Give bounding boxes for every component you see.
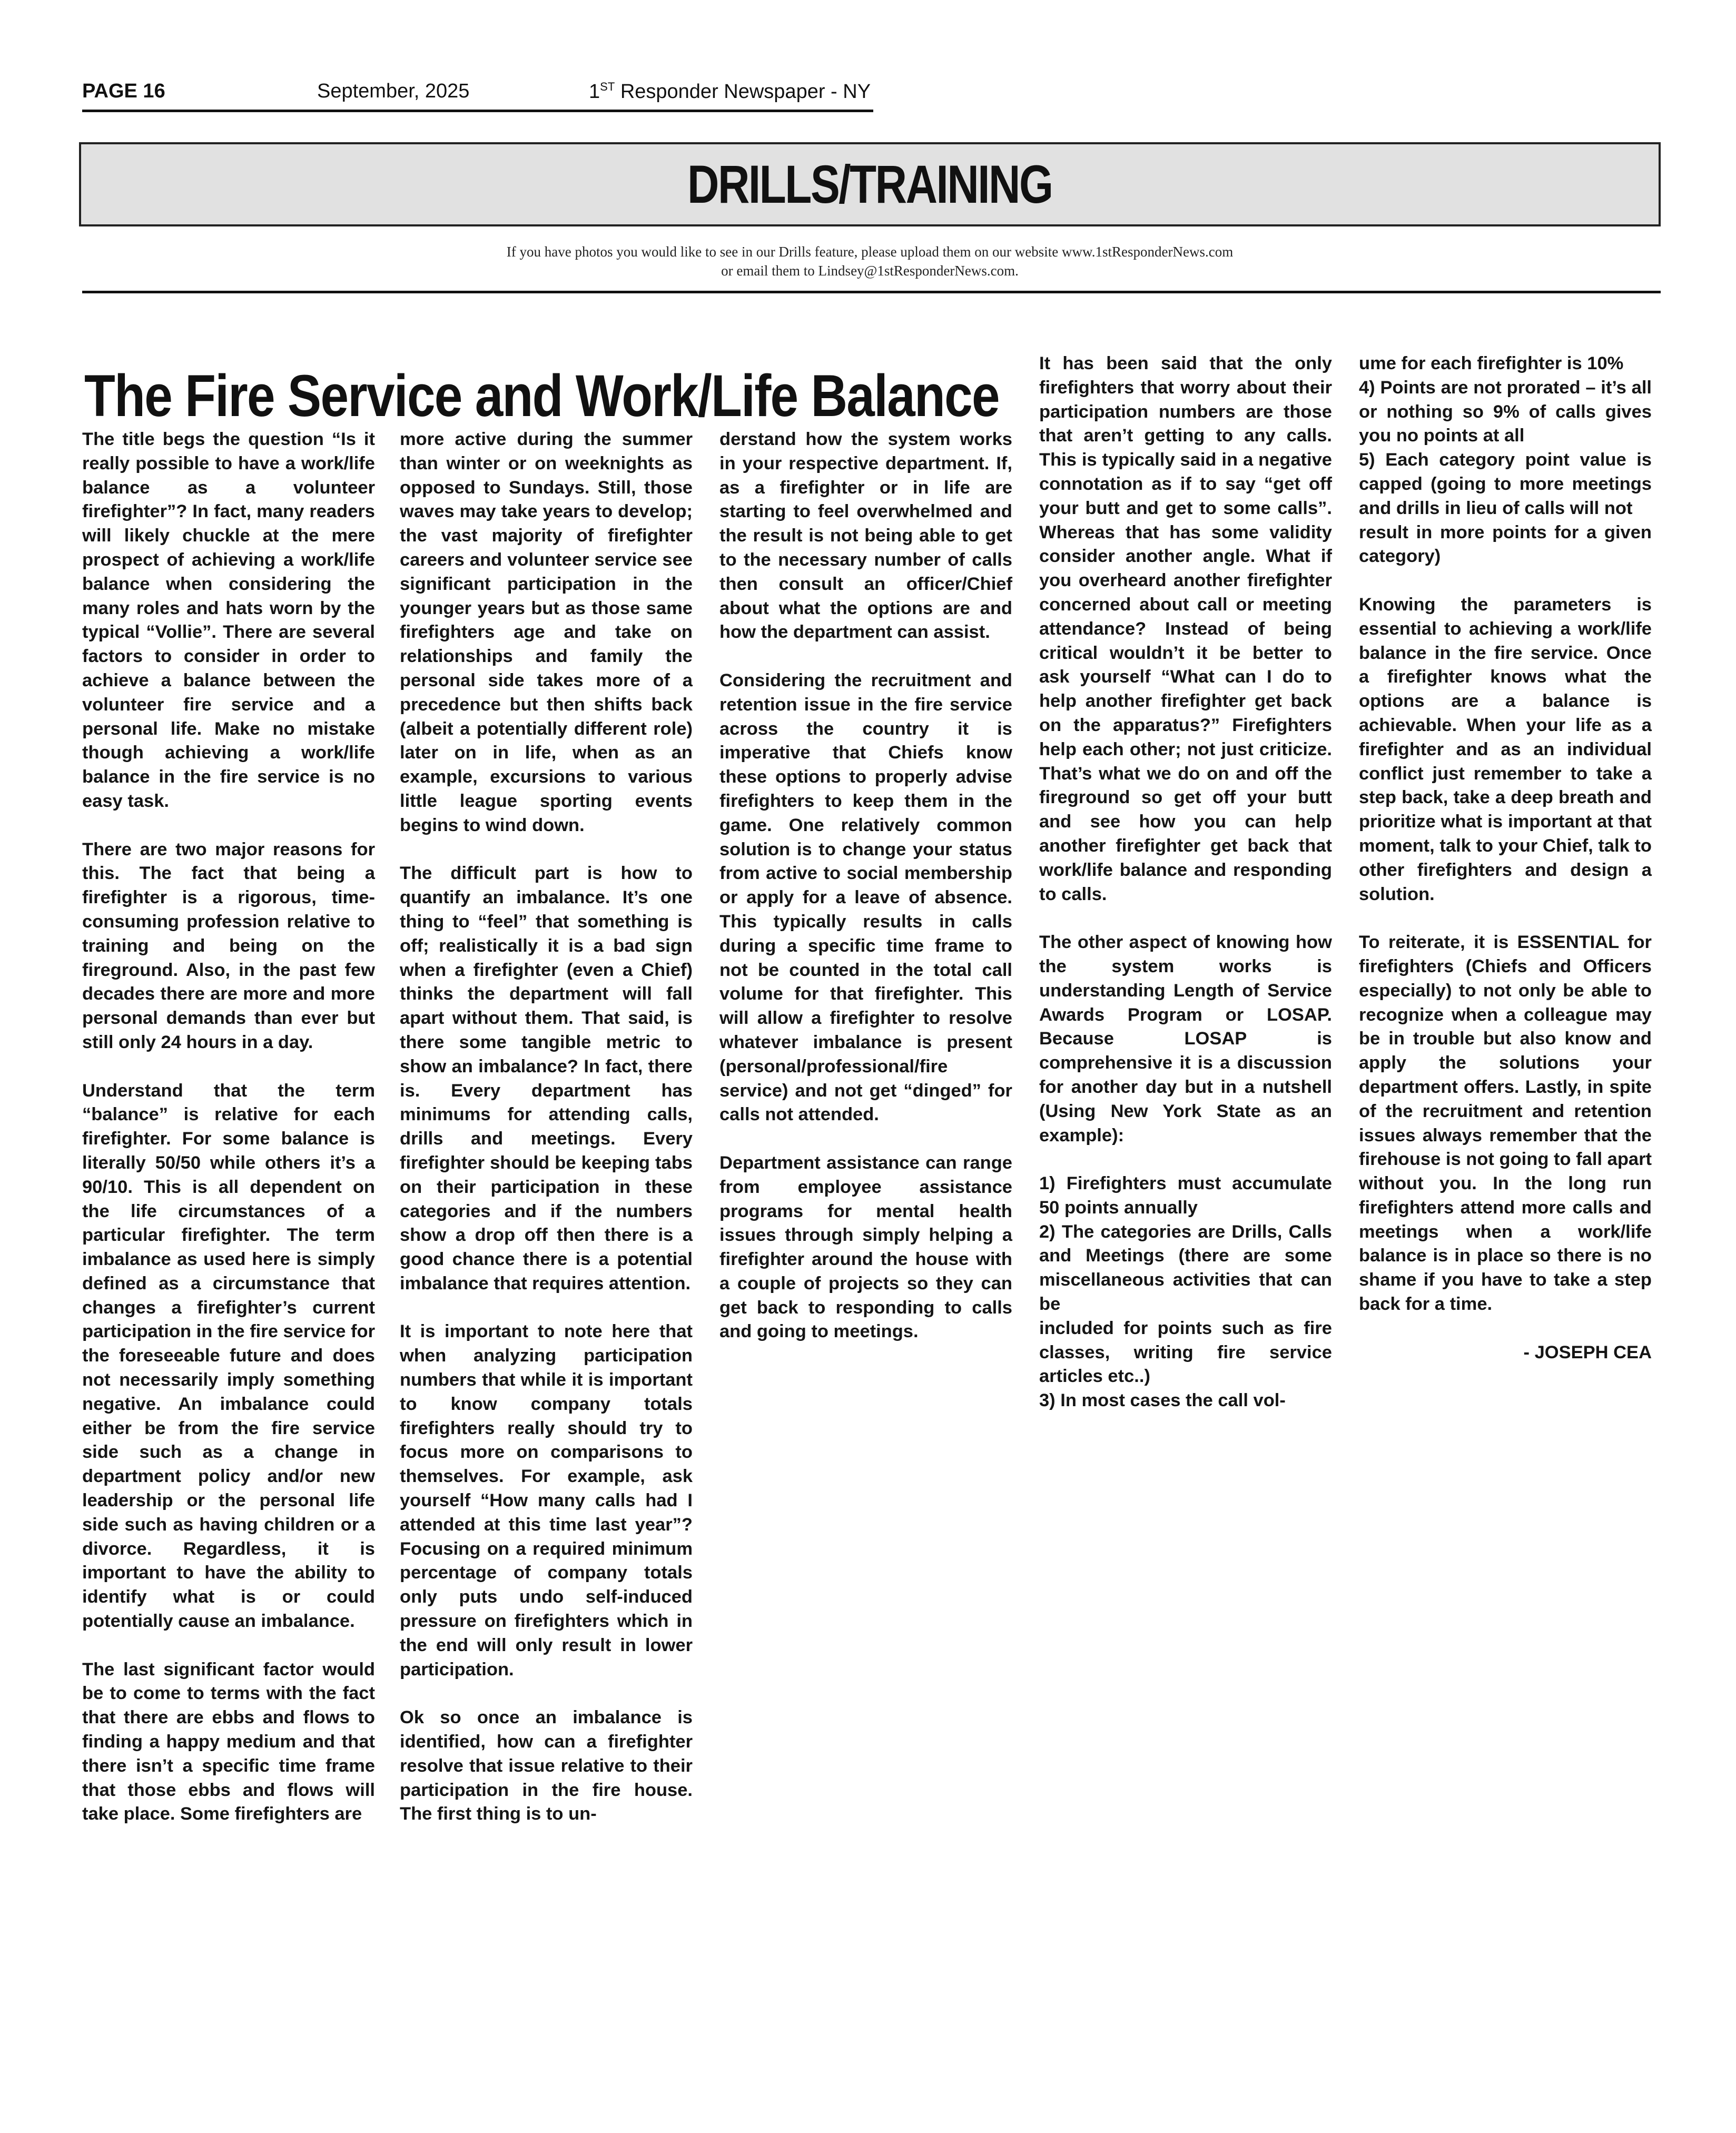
paragraph: Knowing the parameters is essential to achieving a work/life balance in the fire service. Once a firefighter knows what the options are a balance is achievable. When your life as a firefighter and as an individual conflict just remember to take a step back, take a deep breath and prioritize what is important at that moment, talk to your Chief, talk to other firefighters and design a solution. <box>1359 594 1652 904</box>
notice-line-1: If you have photos you would like to see in our Drills feature, please upload them on our website www.1stResponderNews.com <box>506 244 1234 260</box>
paragraph: derstand how the system works in your respective department. If, as a firefighter or in life are starting to feel overwhelmed and the result is not being able to get to the necessary number of calls then consult an officer/Chief about what the options are and how the department can assist. <box>719 429 1012 643</box>
losap-list-item: 3) In most cases the call vol- <box>1039 1390 1286 1411</box>
paragraph: The title begs the question “Is it really possible to have a work/life balance as a volunteer firefighter”? In fact, many readers will likely chuckle at the mere prospect of achieving a work/life balance when considering the many roles and hats worn by the typical “Vollie”. There are several factors to consider in order to achieve a balance between the volunteer fire service and a personal life. Make no mistake though achieving a work/life balance in the fire service is no easy task. <box>82 429 375 811</box>
section-divider <box>82 291 1661 293</box>
losap-list-item: 2) The categories are Drills, Calls and Meetings (there are some miscellaneous activities that can be <box>1039 1221 1332 1315</box>
section-title: DRILLS/TRAINING <box>687 154 1052 214</box>
author-byline: - JOSEPH CEA <box>1523 1342 1652 1362</box>
article-headline: The Fire Service and Work/Life Balance <box>84 363 999 429</box>
paragraph: It has been said that the only firefighters that worry about their participation numbers are those that aren’t getting to any calls. This is typically said in a negative connotation as if to say “get off your butt and get to some calls”. Whereas that has some validity consider another angle. What if you overheard another firefighter concerned about call or meeting attendance? Instead of being critical wouldn’t it be better to ask yourself “What can I do to help another firefighter get back on the apparatus?” Firefighters help each other; not just criticize. That’s what we do on and off the fireground so get off your butt and see how you can help another firefighter get back that work/life balance and responding to calls. <box>1039 353 1332 904</box>
paragraph: Considering the recruitment and retention issue in the fire service across the country it is imperative that Chiefs know these options to properly advise firefighters to keep them in the game. One relatively common solution is to change your status from active to social membership or apply for a leave of absence. This typically results in calls during a specific time frame to not be counted in the total call volume for that firefighter. This will allow a firefighter to resolve whatever imbalance is present (personal/professional/fire service) and not get “dinged” for calls not attended. <box>719 670 1012 1125</box>
article-column-4 <box>1039 352 1332 1413</box>
newspaper-name-rest: Responder Newspaper - NY <box>615 81 871 103</box>
losap-list-item: 4) Points are not prorated – it’s all or nothing so 9% of calls gives you no points at all <box>1359 377 1652 446</box>
losap-list-item: 5) Each category point value is capped (going to more meetings and drills in lieu of calls will not <box>1359 450 1652 518</box>
running-header <box>82 79 873 112</box>
paragraph: It is important to note here that when analyzing participation numbers that while it is important to know company totals firefighters really should try to focus more on comparisons to themselves. For example, ask yourself “How many calls had I attended at this time last year”? Focusing on a required minimum percentage of company totals only puts undo self-induced pressure on firefighters which in the end will only result in lower participation. <box>400 1321 693 1680</box>
article-column-2 <box>400 428 693 1826</box>
paragraph: The last significant factor would be to come to terms with the fact that there are ebbs and flows to finding a happy medium and that there isn’t a specific time frame that those ebbs and flows will take place. Some firefighters are <box>82 1659 375 1824</box>
article-column-1 <box>82 428 375 1826</box>
newspaper-name-prefix: 1 <box>589 81 600 103</box>
page-number: PAGE 16 <box>82 80 165 102</box>
losap-list-item: 1) Firefighters must accumulate 50 points annually <box>1039 1173 1332 1218</box>
paragraph: Ok so once an imbalance is identified, how can a firefighter resolve that issue relative to their participation in the fire house. The first thing is to un- <box>400 1707 693 1824</box>
paragraph: There are two major reasons for this. The fact that being a firefighter is a rigorous, time-consuming profession relative to training and being on the fireground. Also, in the past few decades there are more and more personal demands than ever but still only 24 hours in a day. <box>82 839 375 1052</box>
article-column-5 <box>1359 352 1652 1389</box>
newspaper-name <box>589 80 871 103</box>
paragraph: The difficult part is how to quantify an imbalance. It’s one thing to “feel” that something is off; realistically it is a bad sign when a firefighter (even a Chief) thinks the department will fall apart without them. That said, is there some tangible metric to show an imbalance? In fact, there is. Every department has minimums for attending calls, drills and meetings. Every firefighter should be keeping tabs on their participation in these categories and if the numbers show a drop off then there is a good chance there is a potential imbalance that requires attention. <box>400 863 693 1293</box>
losap-list-item: result in more points for a given category) <box>1359 522 1652 567</box>
paragraph: Department assistance can range from employee assistance programs for mental health issues through simply helping a firefighter around the house with a couple of projects so they can get back to responding to calls and going to meetings. <box>719 1152 1012 1342</box>
section-banner <box>79 142 1661 226</box>
paragraph: Understand that the term “balance” is relative for each firefighter. For some balance is literally 50/50 while others it’s a 90/10. This is all dependent on the life circumstances of a particular firefighter. The term imbalance as used here is simply defined as a circumstance that changes a firefighter’s current participation in the fire service for the foreseeable future and does not necessarily imply something negative. An imbalance could either be from the fire service side such as a change in department policy and/or new leadership or the personal life side such as having children or a divorce. Regardless, it is important to have the ability to identify what is or could potentially cause an imbalance. <box>82 1080 375 1632</box>
newspaper-name-superscript: ST <box>600 80 615 93</box>
paragraph: To reiterate, it is ESSENTIAL for firefighters (Chiefs and Officers especially) to not only be able to recognize when a colleague may be in trouble but also know and apply the solutions your department offers. Lastly, in spite of the recruitment and retention issues always remember that the firehouse is not going to fall apart without you. In the long run firefighters attend more calls and meetings when a work/life balance is in place so there is no shame if you have to take a step back for a time. <box>1359 932 1652 1315</box>
losap-list-item: ume for each firefighter is 10% <box>1359 353 1624 373</box>
paragraph: more active during the summer than winter or on weeknights as opposed to Sundays. Still, those waves may take years to develop; the vast majority of firefighter careers and volunteer service see significant participation in the younger years but as those same firefighters age and take on relationships and family the personal side takes more of a precedence but then shifts back (albeit a potentially different role) later on in life, when as an example, excursions to various little league sporting events begins to wind down. <box>400 429 693 835</box>
notice-line-2: or email them to Lindsey@1stResponderNews.com. <box>721 263 1019 279</box>
losap-list-item: included for points such as fire classes, writing fire service articles etc..) <box>1039 1318 1332 1387</box>
submission-notice <box>79 242 1661 280</box>
paragraph: The other aspect of knowing how the system works is understanding Length of Service Awards Program or LOSAP. Because LOSAP is comprehensive it is a discussion for another day but in a nutshell (Using New York State as an example): <box>1039 932 1332 1146</box>
issue-date: September, 2025 <box>317 80 470 102</box>
article-column-3 <box>719 428 1012 1344</box>
